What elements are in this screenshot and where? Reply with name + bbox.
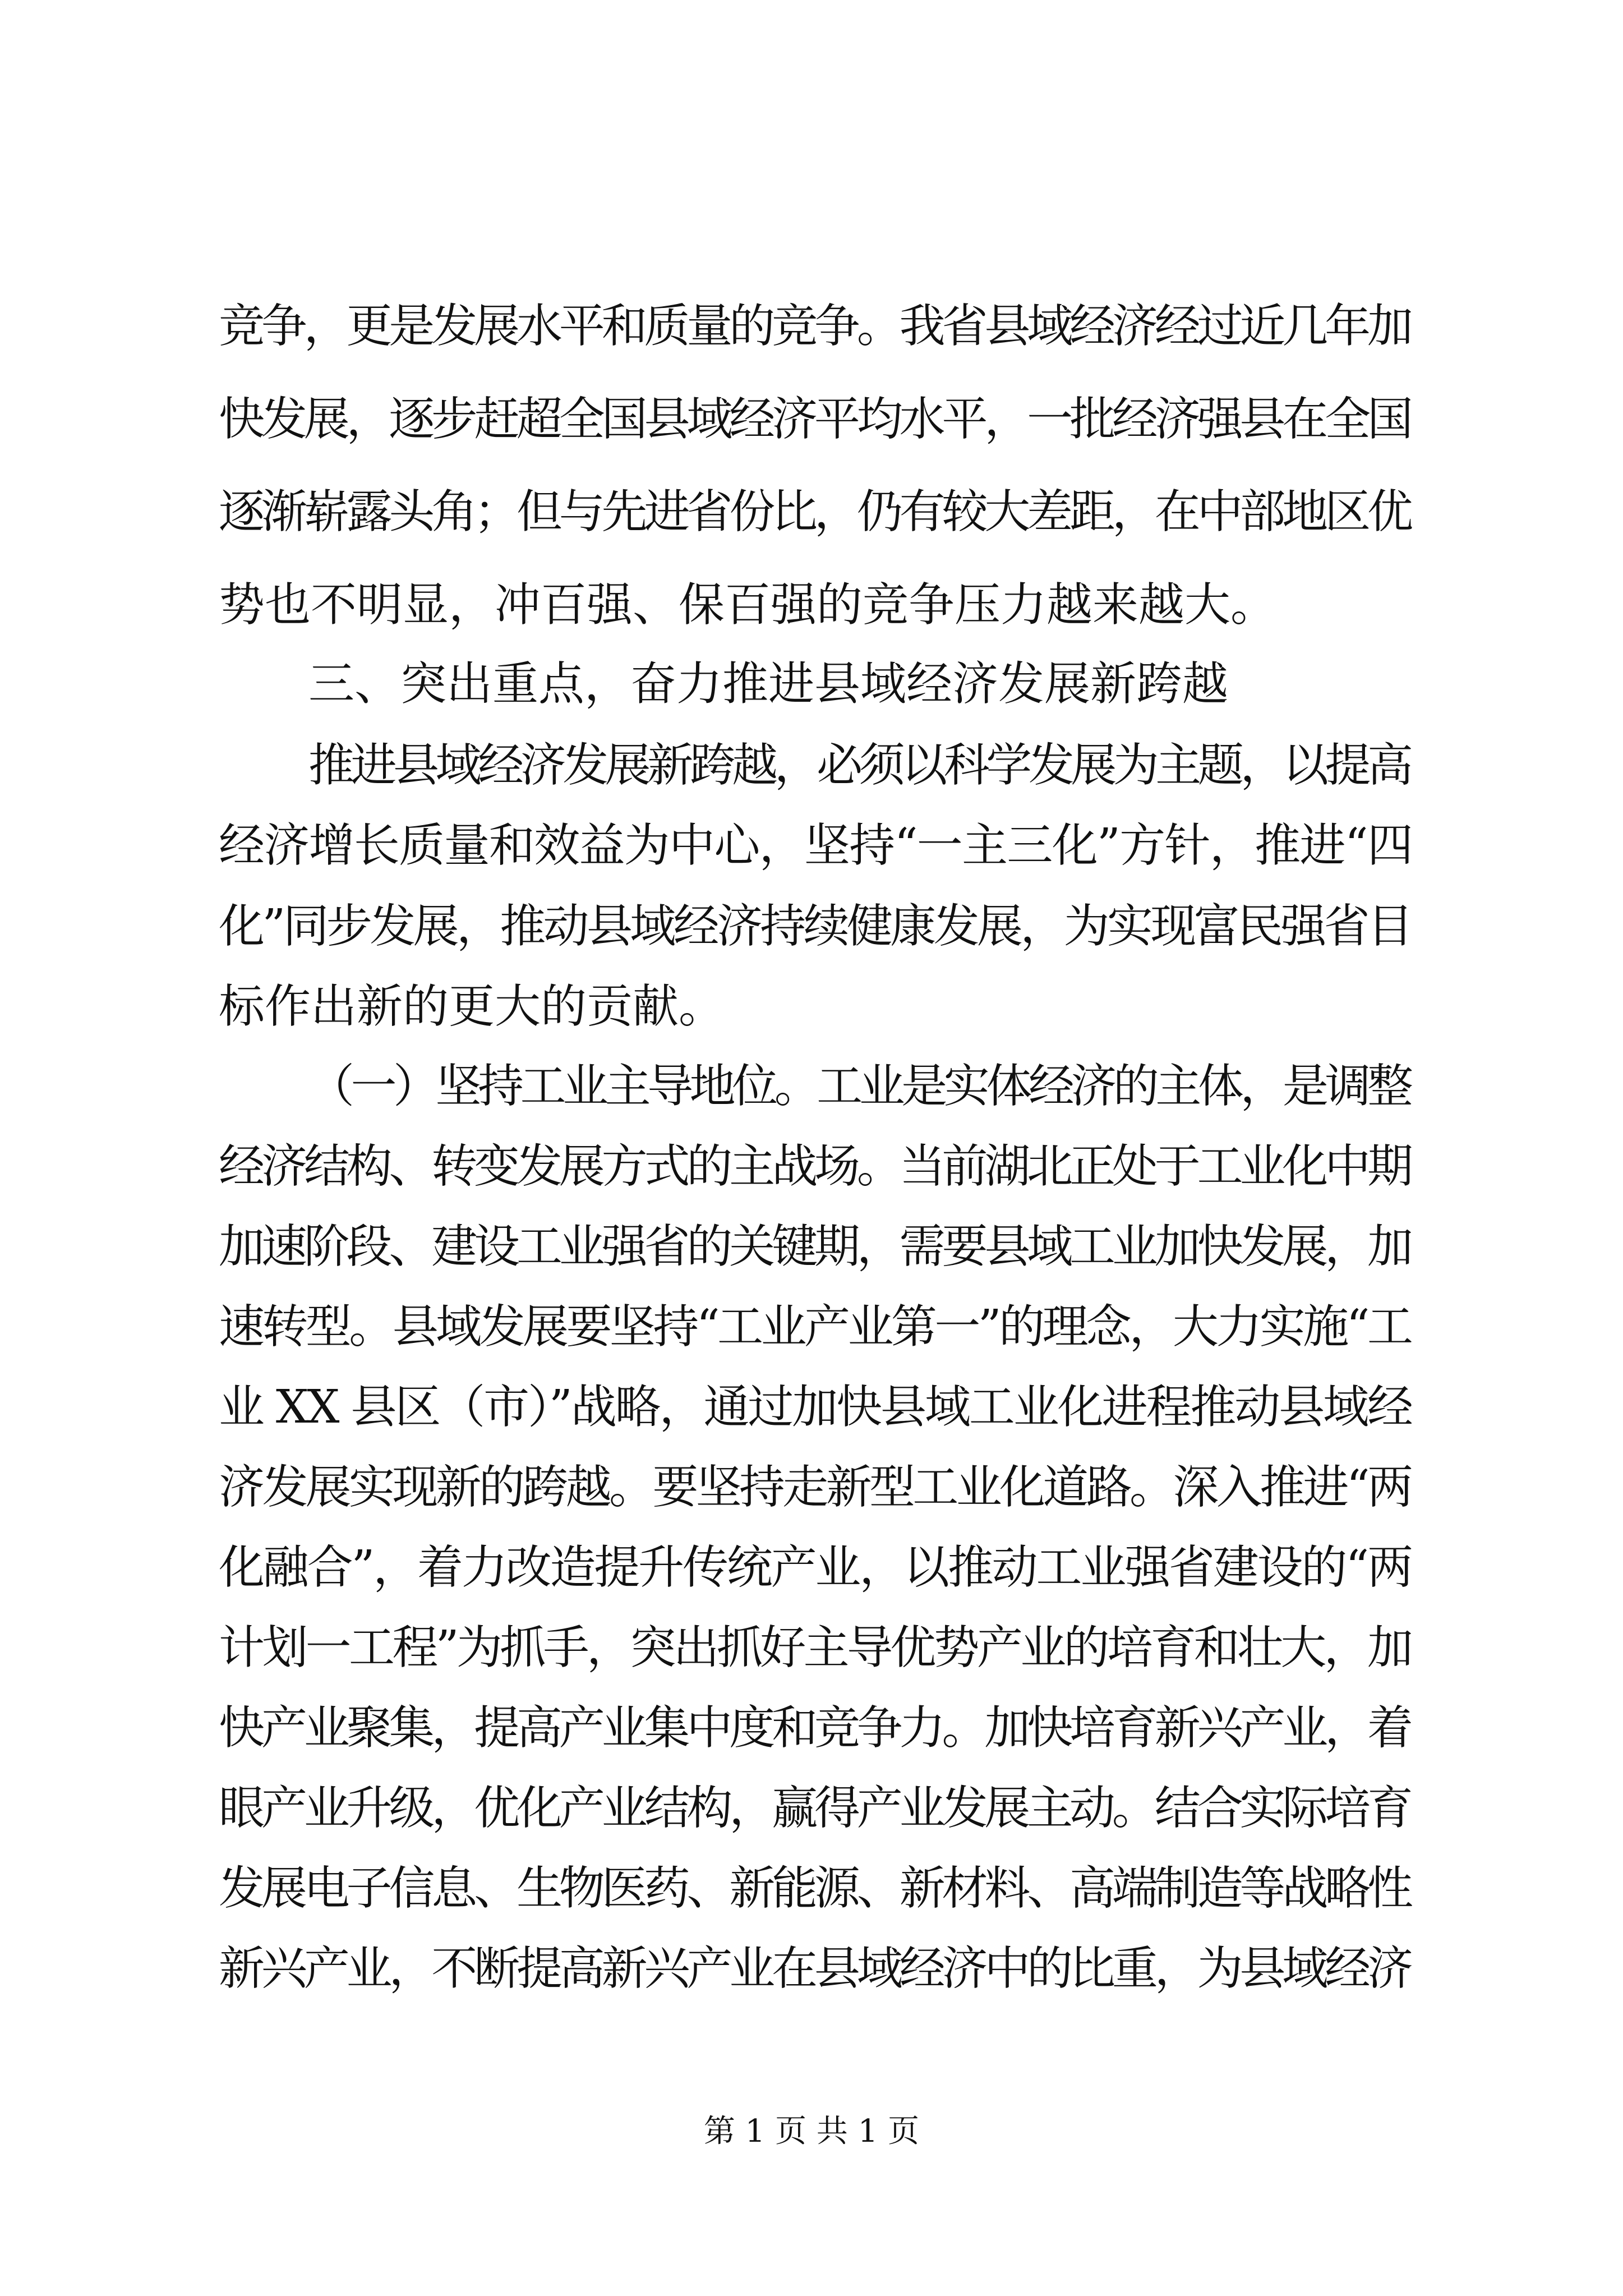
body-line: 经济结构、转变发展方式的主战场。当前湖北正处于工业化中期 [219, 1140, 1410, 1193]
body-line: 快产业聚集，提高产业集中度和竞争力。加快培育新兴产业，着 [219, 1701, 1410, 1755]
body-line: 眼产业升级，优化产业结构，赢得产业发展主动。结合实际培育 [219, 1782, 1410, 1835]
section-heading: 三、突出重点，奋力推进县域经济发展新跨越 [308, 657, 1229, 711]
body-line: 新兴产业，不断提高新兴产业在县域经济中的比重，为县域经济 [219, 1942, 1410, 1995]
body-line: 业 XX 县区（市）”战略，通过加快县域工业化进程推动县域经 [219, 1381, 1412, 1434]
body-line: 化”同步发展，推动县域经济持续健康发展，为实现富民强省目 [219, 900, 1411, 953]
body-line: 化融合”，着力改造提升传统产业，以推动工业强省建设的“两 [219, 1541, 1412, 1594]
page-number-footer: 第 1 页 共 1 页 [703, 2113, 920, 2150]
body-line: 势也不明显，冲百强、保百强的竞争压力越来越大。 [219, 578, 1277, 632]
body-line: 加速阶段、建设工业强省的关键期，需要县域工业加快发展，加 [219, 1220, 1410, 1273]
body-line: 发展电子信息、生物医药、新能源、新材料、高端制造等战略性 [219, 1862, 1410, 1915]
body-line: 竞争，更是发展水平和质量的竞争。我省县域经济经过近几年加 [219, 300, 1410, 353]
body-line: 快发展，逐步赶超全国县域经济平均水平，一批经济强县在全国 [219, 393, 1410, 446]
body-line: 计划一工程”为抓手，突出抓好主导优势产业的培育和壮大，加 [219, 1621, 1411, 1674]
body-line: 标作出新的更大的贡献。 [219, 980, 725, 1033]
body-line: 济发展实现新的跨越。要坚持走新型工业化道路。深入推进“两 [219, 1461, 1411, 1514]
subsection-line: （一）坚持工业主导地位。工业是实体经济的主体，是调整 [308, 1060, 1410, 1113]
body-line: 经济增长质量和效益为中心，坚持“一主三化”方针，推进“四 [219, 819, 1413, 872]
body-line: 推进县域经济发展新跨越，必须以科学发展为主题，以提高 [308, 739, 1410, 792]
body-line: 逐渐崭露头角；但与先进省份比，仍有较大差距，在中部地区优 [219, 485, 1410, 539]
body-line: 速转型。县域发展要坚持“工业产业第一”的理念，大力实施“工 [219, 1300, 1411, 1354]
